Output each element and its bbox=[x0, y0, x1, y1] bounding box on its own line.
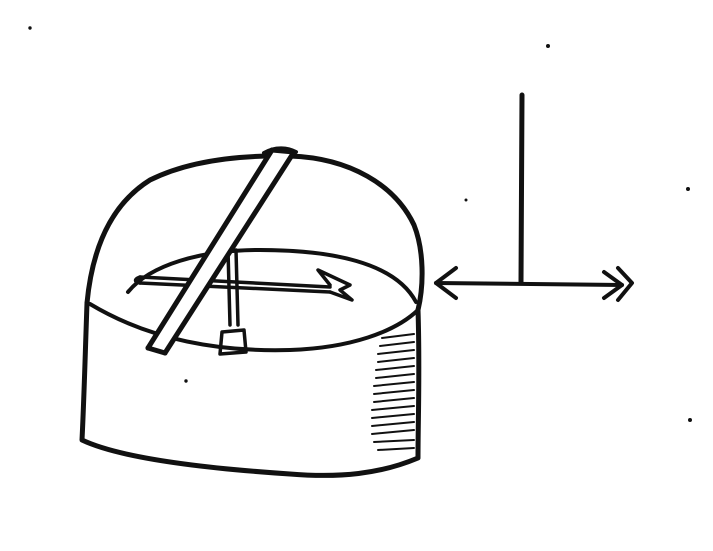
paper-speckles bbox=[29, 27, 692, 422]
compass-bowl-rim-front bbox=[90, 304, 418, 350]
box-shading-hatching bbox=[372, 334, 414, 450]
compass-needle bbox=[136, 270, 353, 300]
wind-direction-arrow bbox=[436, 268, 632, 300]
vertical-reference-line bbox=[521, 95, 522, 282]
compass-bowl-rim-back bbox=[128, 250, 416, 302]
caption-cropped-text bbox=[22, 513, 702, 551]
compass-box-front-wall bbox=[82, 303, 419, 475]
